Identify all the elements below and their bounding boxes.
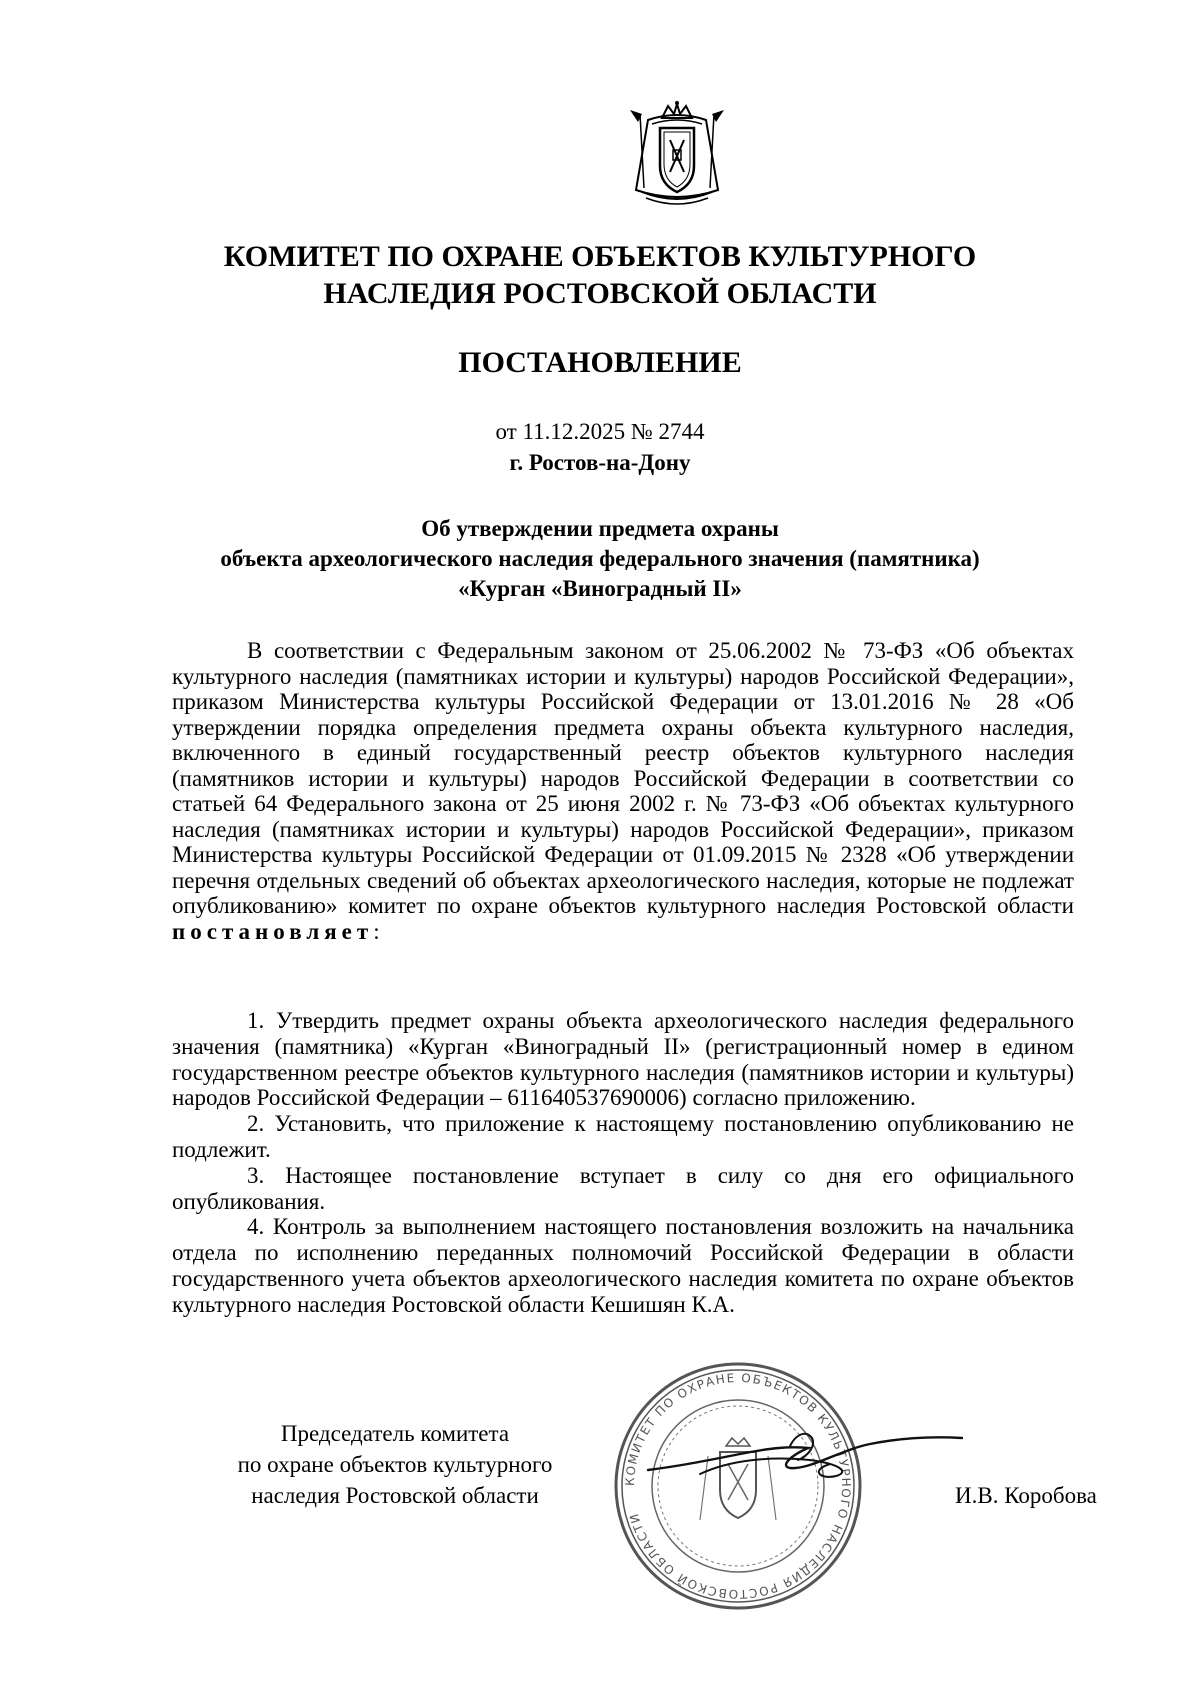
signatory-title-line3: наследия Ростовской области [251, 1483, 539, 1508]
decree-item-2: 2. Установить, что приложение к настоящему постановлению опубликованию не подлежит. [172, 1111, 1074, 1162]
signatory-name: И.В. Коробова [955, 1483, 1097, 1508]
preamble-colon: : [373, 918, 380, 944]
subject-line3: «Курган «Виноградный II» [458, 576, 742, 601]
stamp-text: КОМИТЕТ ПО ОХРАНЕ ОБЪЕКТОВ КУЛЬТУРНОГО НАСЛЕДИЯ РОСТОВСКОЙ ОБЛАСТИ [622, 1370, 854, 1602]
document-subject [150, 514, 1050, 604]
preamble-text: В соответствии с Федеральным законом от 25.06.2002 № 73-ФЗ «Об объектах культурного наследия (памятниках истории и культуры) народов Российской Федерации», приказом Министерства культуры Российской Федерации от 13.01.2016 № 28 «Об утверждении порядка определения предмета охраны объекта культурного наследия, включенного в единый государственный реестр объектов культурного наследия (памятников истории и культуры) народов Российской Федерации в соответствии со статьей 64 Федерального закона от 25 июня 2002 г. № 73-ФЗ «Об объектах культурного наследия (памятниках истории и культуры) народов Российской Федерации», приказом Министерства культуры Российской Федерации от 01.09.2015 № 2328 «Об утверждении перечня отдельных сведений об объектах археологического наследия, которые не подлежат опубликованию» комитет по охране объектов культурного наследия Ростовской области [172, 638, 1074, 918]
signatory-title-line2: по охране объектов культурного [237, 1452, 553, 1477]
document-type-heading: ПОСТАНОВЛЕНИЕ [458, 346, 742, 379]
preamble-paragraph [172, 638, 1074, 944]
decree-item-1: 1. Утвердить предмет охраны объекта археологического наследия федерального значения (памятника) «Курган «Виноградный II» (регистрационный номер в едином государственном реестре объектов культурного наследия (памятников истории и культуры) народов Российской Федерации – 611640537690006) согласно приложению. [172, 1008, 1074, 1111]
decree-item-4: 4. Контроль за выполнением настоящего постановления возложить на начальника отдела по исполнению переданных полномочий Российской Федерации в области государственного учета объектов археологического наследия комитета по охране объектов культурного наследия Ростовской области Кешишян К.А. [172, 1214, 1074, 1317]
document-city: г. Ростов-на-Дону [509, 450, 691, 475]
handwritten-signature-icon [640, 1420, 970, 1500]
decree-word: постановляет [172, 918, 374, 944]
subject-line1: Об утверждении предмета охраны [421, 516, 779, 541]
decree-item-3: 3. Настоящее постановление вступает в силу со дня его официального опубликования. [172, 1162, 1074, 1214]
document-date-number: от 11.12.2025 № 2744 [495, 419, 705, 444]
organization-title-line2: НАСЛЕДИЯ РОСТОВСКОЙ ОБЛАСТИ [323, 277, 877, 310]
subject-line2: объекта археологического наследия федерального значения (памятника) [220, 546, 980, 571]
signatory-title-line1: Председатель комитета [280, 1421, 510, 1446]
coat-of-arms-icon [618, 100, 736, 208]
decree-items [172, 1008, 1074, 1318]
organization-title [150, 238, 1050, 312]
organization-title-line1: КОМИТЕТ ПО ОХРАНЕ ОБЪЕКТОВ КУЛЬТУРНОГО [223, 240, 977, 273]
signatory-title [185, 1418, 605, 1511]
